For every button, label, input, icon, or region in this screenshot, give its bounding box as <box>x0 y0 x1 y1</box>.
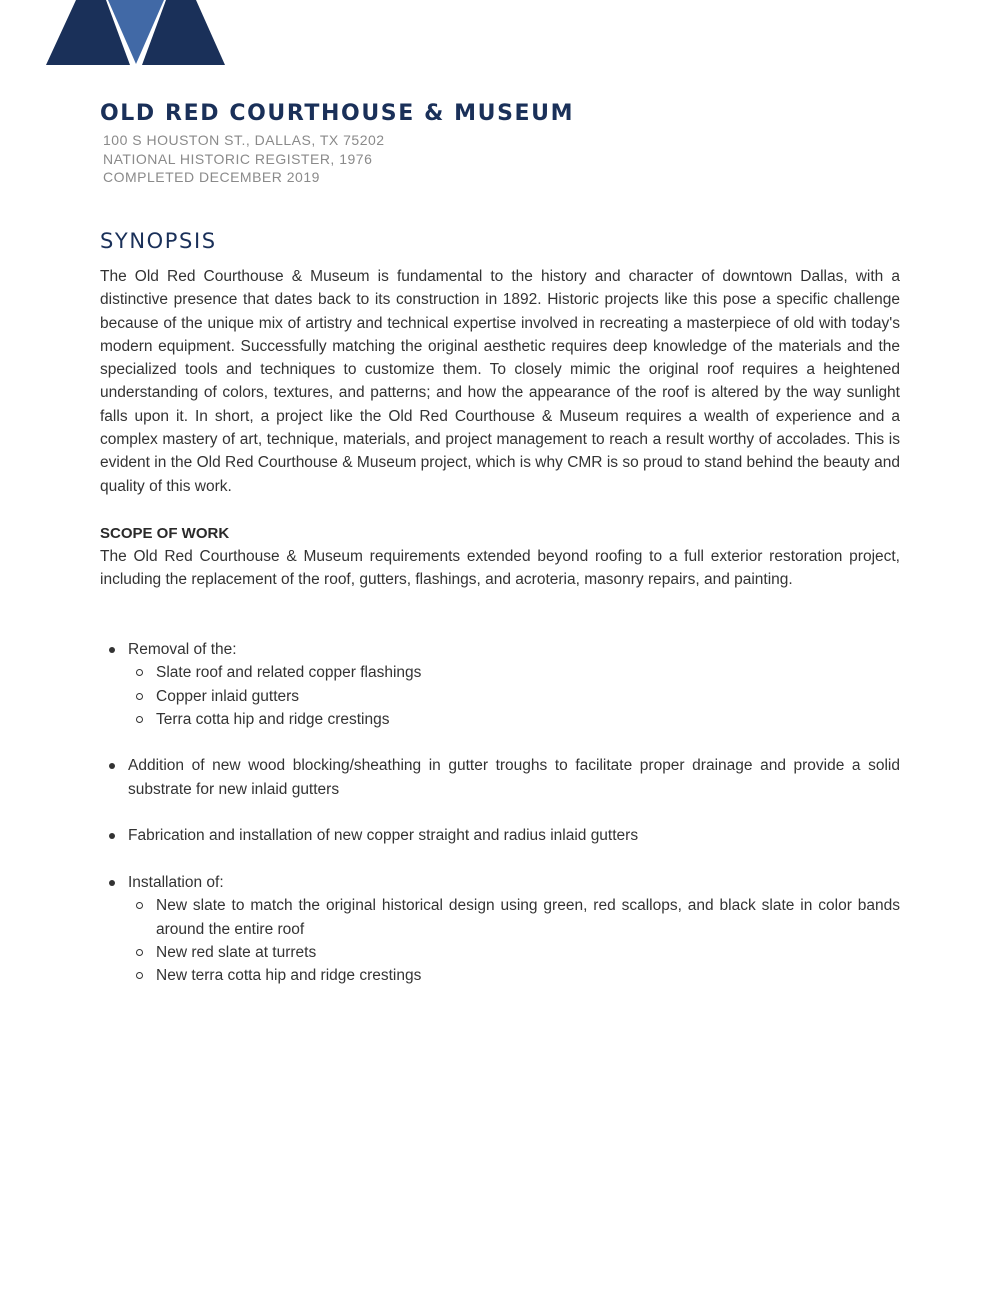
sub-list-item <box>128 661 900 684</box>
sub-list-item-label: Terra cotta hip and ridge crestings <box>156 710 390 728</box>
bullet-icon <box>109 647 115 653</box>
project-address: 100 S HOUSTON ST., DALLAS, TX 75202 <box>103 132 385 148</box>
scope-list <box>100 638 900 1011</box>
list-item <box>100 824 900 847</box>
sub-list-item <box>128 894 900 941</box>
bullet-icon <box>109 763 115 769</box>
sub-list-item <box>128 708 900 731</box>
circle-bullet-icon <box>136 949 143 956</box>
sub-list-item-label: New slate to match the original historical design using green, red scallops, and black slate in color bands around the entire roof <box>156 897 900 938</box>
sub-list <box>128 661 900 731</box>
sub-list-item <box>128 685 900 708</box>
sub-list-item-label: New red slate at turrets <box>156 943 317 961</box>
circle-bullet-icon <box>136 669 143 676</box>
synopsis-paragraph: The Old Red Courthouse & Museum is fundamental to the history and character of downtown Dallas, with a distinctive presence that dates back to its construction in 1892. Historic projects like this pose a specific challenge because of the unique mix of artistry and technical expertise involved in recreating a masterpiece of old with today's modern equipment. Successfully matching the original aesthetic requires deep knowledge of the materials and the specialized tools and techniques to customize them. To closely mimic the original roof requires a heightened understanding of colors, textures, and patterns; and how the appearance of the roof is altered by the way sunlight falls upon it. In short, a project like the Old Red Courthouse & Museum requires a wealth of experience and a complex mastery of art, technique, materials, and project management to reach a result worthy of accolades. This is evident in the Old Red Courthouse & Museum project, which is why CMR is so proud to stand behind the beauty and quality of this work. <box>100 268 900 495</box>
sub-list-item-label: Slate roof and related copper flashings <box>156 664 422 682</box>
list-item-label: Addition of new wood blocking/sheathing in gutter troughs to facilitate proper drainage and provide a solid substrate for new inlaid gutters <box>128 757 900 798</box>
list-item-label: Installation of: <box>128 873 224 891</box>
bullet-icon <box>109 833 115 839</box>
sub-list <box>128 894 900 987</box>
sub-list-item <box>128 941 900 964</box>
project-completed: COMPLETED DECEMBER 2019 <box>103 169 320 185</box>
synopsis-heading: SYNOPSIS <box>100 229 217 253</box>
project-header <box>100 99 920 187</box>
list-item <box>100 871 900 987</box>
sub-list-item-label: New terra cotta hip and ridge crestings <box>156 967 422 985</box>
list-item-label: Removal of the: <box>128 641 237 658</box>
sub-list-item <box>128 964 900 987</box>
circle-bullet-icon <box>136 693 143 700</box>
sub-list-item-label: Copper inlaid gutters <box>156 687 300 705</box>
list-item <box>100 638 900 731</box>
circle-bullet-icon <box>136 902 143 909</box>
scope-paragraph: The Old Red Courthouse & Museum requirements extended beyond roofing to a full exterior restoration project, including the replacement of the roof, gutters, flashings, and acroteria, masonry repairs, and painting. <box>100 548 900 589</box>
circle-bullet-icon <box>136 716 143 723</box>
bullet-icon <box>109 880 115 886</box>
list-item-label: Fabrication and installation of new copper straight and radius inlaid gutters <box>128 827 639 845</box>
list-item <box>100 754 900 801</box>
mountain-triangles-logo <box>46 0 226 66</box>
scope-heading: SCOPE OF WORK <box>100 525 230 542</box>
project-title: OLD RED COURTHOUSE & MUSEUM <box>100 101 575 126</box>
project-register: NATIONAL HISTORIC REGISTER, 1976 <box>103 150 373 167</box>
circle-bullet-icon <box>136 972 143 979</box>
